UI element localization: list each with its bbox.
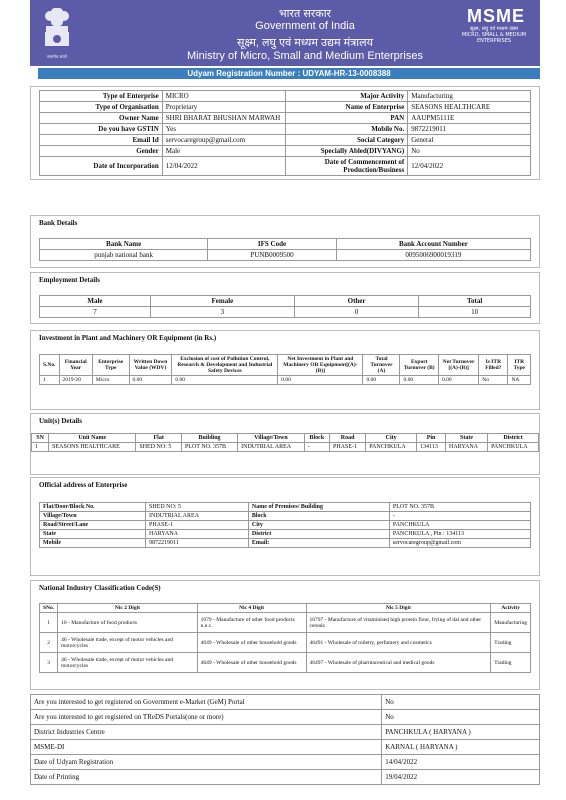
- address-label: District: [248, 530, 389, 539]
- address-section: [30, 477, 540, 576]
- investment-cell: 0.00: [363, 376, 400, 385]
- government-title: Government of India: [255, 20, 355, 32]
- employment-cell: 10: [419, 307, 531, 318]
- investment-header: Net Turnover [(A)-(B)]: [438, 355, 478, 376]
- address-label: Email:: [248, 539, 389, 548]
- address-value: SHED NO: 5: [146, 503, 249, 512]
- units-header: City: [366, 434, 417, 443]
- nic-table: [39, 603, 531, 673]
- msme-subtitle: सूक्ष्म, लघु एवं मध्यम उद्यम MICRO, SMALL & MEDIUM ENTERPRISES: [461, 26, 527, 44]
- units-header: Building: [181, 434, 237, 443]
- investment-header: Export Turnover (B): [400, 355, 439, 376]
- address-label: Name of Premises/ Building: [248, 503, 389, 512]
- footer-value: No: [382, 695, 540, 710]
- employment-header: Male: [40, 296, 151, 307]
- address-value: -: [389, 512, 530, 521]
- footer-value: No: [382, 710, 540, 725]
- investment-cell: NA: [508, 376, 531, 385]
- units-cell: 1: [32, 443, 49, 452]
- investment-cell: 0.00: [438, 376, 478, 385]
- nic-cell: 10797 - Manufacture of vitaminised high protein flour, frying of dal and other cereals: [306, 613, 491, 633]
- bank-table: [39, 238, 531, 261]
- detail-value: General: [408, 135, 531, 146]
- detail-label: Owner Name: [40, 113, 163, 124]
- detail-value: Yes: [162, 124, 285, 135]
- detail-label: Do you have GSTIN: [40, 124, 163, 135]
- investment-header: Is ITR Filled?: [479, 355, 508, 376]
- bank-header: Bank Account Number: [336, 239, 530, 250]
- nic-header: Activity: [491, 604, 531, 613]
- units-cell: PHASE-1: [330, 443, 366, 452]
- details-row: [40, 102, 531, 113]
- detail-label: Specially Abled(DIVYANG): [285, 146, 408, 157]
- footer-label: MSME-DI: [31, 740, 382, 755]
- hindi-government-title: भारत सरकार: [278, 8, 332, 20]
- detail-value: 12/04/2022: [408, 157, 531, 176]
- nic-header: Nic 5 Digit: [306, 604, 491, 613]
- detail-label: Date of Commencement of Production/Business: [285, 157, 408, 176]
- bank-header: Bank Name: [40, 239, 208, 250]
- investment-header: S.No.: [40, 355, 60, 376]
- detail-value: No: [408, 146, 531, 157]
- detail-value: AAUPM5111E: [408, 113, 531, 124]
- investment-cell: 1: [40, 376, 60, 385]
- units-cell: -: [304, 443, 329, 452]
- units-header: Pin: [417, 434, 446, 443]
- nic-title: National Industry Classification Code(S): [39, 584, 161, 592]
- units-cell: PANCHKULA: [366, 443, 417, 452]
- nic-cell: 4649 - Wholesale of other household goods: [197, 633, 306, 653]
- nic-cell: Trading: [491, 633, 531, 653]
- units-cell: HARYANA: [446, 443, 488, 452]
- nic-cell: 2: [40, 633, 58, 653]
- details-row: [40, 157, 531, 176]
- msme-logo-text: MSME: [467, 6, 525, 26]
- investment-table: [39, 354, 531, 385]
- nic-cell: 3: [40, 653, 58, 673]
- address-table: [39, 502, 531, 548]
- nic-cell: 46 - Wholesale trade, except of motor vehicles and motorcycles: [58, 653, 198, 673]
- footer-value: 19/04/2022: [382, 770, 540, 785]
- units-cell: PLOT NO. 357B: [181, 443, 237, 452]
- nic-cell: 46 - Wholesale trade, except of motor vehicles and motorcycles: [58, 633, 198, 653]
- enterprise-details-table: [39, 90, 531, 176]
- address-label: City: [248, 521, 389, 530]
- details-row: [40, 135, 531, 146]
- detail-label: Email Id: [40, 135, 163, 146]
- footer-label: District Industries Centre: [31, 725, 382, 740]
- nic-cell: Manufacturing: [491, 613, 531, 633]
- address-value: PANCHKULA: [389, 521, 530, 530]
- investment-cell: No: [479, 376, 508, 385]
- address-value: PHASE-1: [146, 521, 249, 530]
- nic-cell: 4649 - Wholesale of other household goods: [197, 653, 306, 673]
- units-header: Unit Name: [49, 434, 136, 443]
- investment-cell: 0.00: [278, 376, 363, 385]
- bank-cell: punjab national bank: [40, 250, 208, 261]
- detail-label: Type of Organisation: [40, 102, 163, 113]
- registration-label: Udyam Registration Number: [187, 69, 296, 78]
- details-row: [40, 146, 531, 157]
- address-value: 9872219011: [146, 539, 249, 548]
- investment-title: Investment in Plant and Machinery OR Equipment (in Rs.): [39, 334, 217, 342]
- detail-label: Major Activity: [285, 91, 408, 102]
- detail-value: SEASONS HEALTHCARE: [408, 102, 531, 113]
- units-cell: SHED NO: 5: [136, 443, 182, 452]
- employment-title: Employment Details: [39, 276, 100, 284]
- employment-section: [30, 272, 540, 324]
- enterprise-details: [30, 86, 540, 180]
- address-label: Block: [248, 512, 389, 521]
- investment-cell: 0.00: [129, 376, 172, 385]
- footer-table: [30, 694, 540, 785]
- units-cell: 134113: [417, 443, 446, 452]
- detail-label: Gender: [40, 146, 163, 157]
- units-section: [30, 413, 540, 475]
- investment-cell: 2019-20: [59, 376, 92, 385]
- units-header: Village/Town: [238, 434, 305, 443]
- national-emblem-icon: [40, 4, 74, 60]
- nic-cell: 1: [40, 613, 58, 633]
- detail-value: 9872219011: [408, 124, 531, 135]
- units-header: SN: [32, 434, 49, 443]
- footer-label: Are you interested to get registered on Government e-Market (GeM) Portal: [31, 695, 382, 710]
- nic-cell: 46491 - Wholesale of toiletry, perfumery and cosmetics: [306, 633, 491, 653]
- footer-section: [30, 694, 540, 785]
- address-value: servocaregroup@gmail.com: [389, 539, 530, 548]
- nic-cell: 1079 - Manufacture of other food products n.e.c.: [197, 613, 306, 633]
- units-table: [31, 433, 539, 452]
- investment-header: Financial Year: [59, 355, 92, 376]
- employment-cell: 0: [294, 307, 419, 318]
- employment-header: Other: [294, 296, 419, 307]
- detail-label: Social Category: [285, 135, 408, 146]
- address-value: PANCHKULA , Pin : 134113: [389, 530, 530, 539]
- employment-cell: 7: [40, 307, 151, 318]
- registration-number-bar: Udyam Registration Number : UDYAM-HR-13-0008388: [38, 68, 540, 79]
- detail-label: PAN: [285, 113, 408, 124]
- nic-cell: 10 - Manufacture of food products: [58, 613, 198, 633]
- investment-cell: 0.00: [400, 376, 439, 385]
- detail-value: MICRO: [162, 91, 285, 102]
- investment-header: Exclusion of cost of Pollution Control, Research & Development and Industrial Safety Devices: [172, 355, 278, 376]
- address-label: Village/Town: [40, 512, 146, 521]
- bank-title: Bank Details: [39, 219, 78, 227]
- investment-header: Written Down Value (WDV): [129, 355, 172, 376]
- units-title: Unit(s) Details: [39, 417, 82, 425]
- detail-value: Proprietary: [162, 102, 285, 113]
- units-header: State: [446, 434, 488, 443]
- investment-cell: Micro: [92, 376, 129, 385]
- detail-value: SHRI BHARAT BHUSHAN MARWAH: [162, 113, 285, 124]
- address-value: HARYANA: [146, 530, 249, 539]
- units-cell: PANCHKULA: [488, 443, 539, 452]
- employment-header: Total: [419, 296, 531, 307]
- nic-cell: Trading: [491, 653, 531, 673]
- nic-section: [30, 580, 540, 690]
- nic-header: Nic 4 Digit: [197, 604, 306, 613]
- address-label: Flat/Door/Block No.: [40, 503, 146, 512]
- bank-cell: 0095006900019319: [336, 250, 530, 261]
- investment-header: ITR Type: [508, 355, 531, 376]
- units-header: Block: [304, 434, 329, 443]
- details-row: [40, 91, 531, 102]
- nic-header: SNo.: [40, 604, 58, 613]
- investment-header: Net Investment in Plant and Machinery OR Equipment[(A)-(B)]: [278, 355, 363, 376]
- detail-label: Date of Incorporation: [40, 157, 163, 176]
- msme-logo-icon: [458, 6, 534, 26]
- detail-value: 12/04/2022: [162, 157, 285, 176]
- employment-table: [39, 295, 531, 318]
- units-header: Road: [330, 434, 366, 443]
- footer-label: Date of Printing: [31, 770, 382, 785]
- detail-label: Type of Enterprise: [40, 91, 163, 102]
- details-row: [40, 113, 531, 124]
- units-cell: INDUTRIAL AREA: [238, 443, 305, 452]
- units-header: District: [488, 434, 539, 443]
- detail-label: Name of Enterprise: [285, 102, 408, 113]
- footer-value: KARNAL ( HARYANA ): [382, 740, 540, 755]
- ministry-title: Ministry of Micro, Small and Medium Enterprises: [187, 50, 423, 62]
- footer-value: PANCHKULA ( HARYANA ): [382, 725, 540, 740]
- employment-header: Female: [150, 296, 294, 307]
- bank-cell: PUNB0009500: [208, 250, 337, 261]
- details-row: [40, 124, 531, 135]
- detail-value: Manufacturing: [408, 91, 531, 102]
- registration-number: UDYAM-HR-13-0008388: [302, 69, 391, 78]
- address-title: Official address of Enterprise: [39, 481, 128, 489]
- detail-label: Mobile No.: [285, 124, 408, 135]
- hindi-ministry-title: सूक्ष्म, लघु एवं मध्यम उद्यम मंत्रालय: [237, 37, 373, 49]
- investment-section: [30, 330, 540, 410]
- detail-value: Male: [162, 146, 285, 157]
- bank-header: IFS Code: [208, 239, 337, 250]
- footer-value: 14/04/2022: [382, 755, 540, 770]
- address-value: INDUTRIAL AREA: [146, 512, 249, 521]
- nic-cell: 46497 - Wholesale of pharmaceutical and medical goods: [306, 653, 491, 673]
- employment-cell: 3: [150, 307, 294, 318]
- footer-label: Date of Udyam Registration: [31, 755, 382, 770]
- investment-header: Total Turnover (A): [363, 355, 400, 376]
- detail-value: servocaregroup@gmail.com: [162, 135, 285, 146]
- units-cell: SEASONS HEALTHCARE: [49, 443, 136, 452]
- address-label: Mobile: [40, 539, 146, 548]
- emblem-motto: सत्यमेव जयते: [47, 54, 67, 59]
- ministry-header: [30, 0, 540, 66]
- address-label: Road/Street/Lane: [40, 521, 146, 530]
- investment-header: Enterprise Type: [92, 355, 129, 376]
- investment-cell: 0.00: [172, 376, 278, 385]
- bank-section: [30, 215, 540, 268]
- units-header: Flat: [136, 434, 182, 443]
- address-value: PLOT NO. 357B: [389, 503, 530, 512]
- footer-label: Are you interested to get registered on TReDS Portals(one or more): [31, 710, 382, 725]
- nic-header: Nic 2 Digit: [58, 604, 198, 613]
- address-label: State: [40, 530, 146, 539]
